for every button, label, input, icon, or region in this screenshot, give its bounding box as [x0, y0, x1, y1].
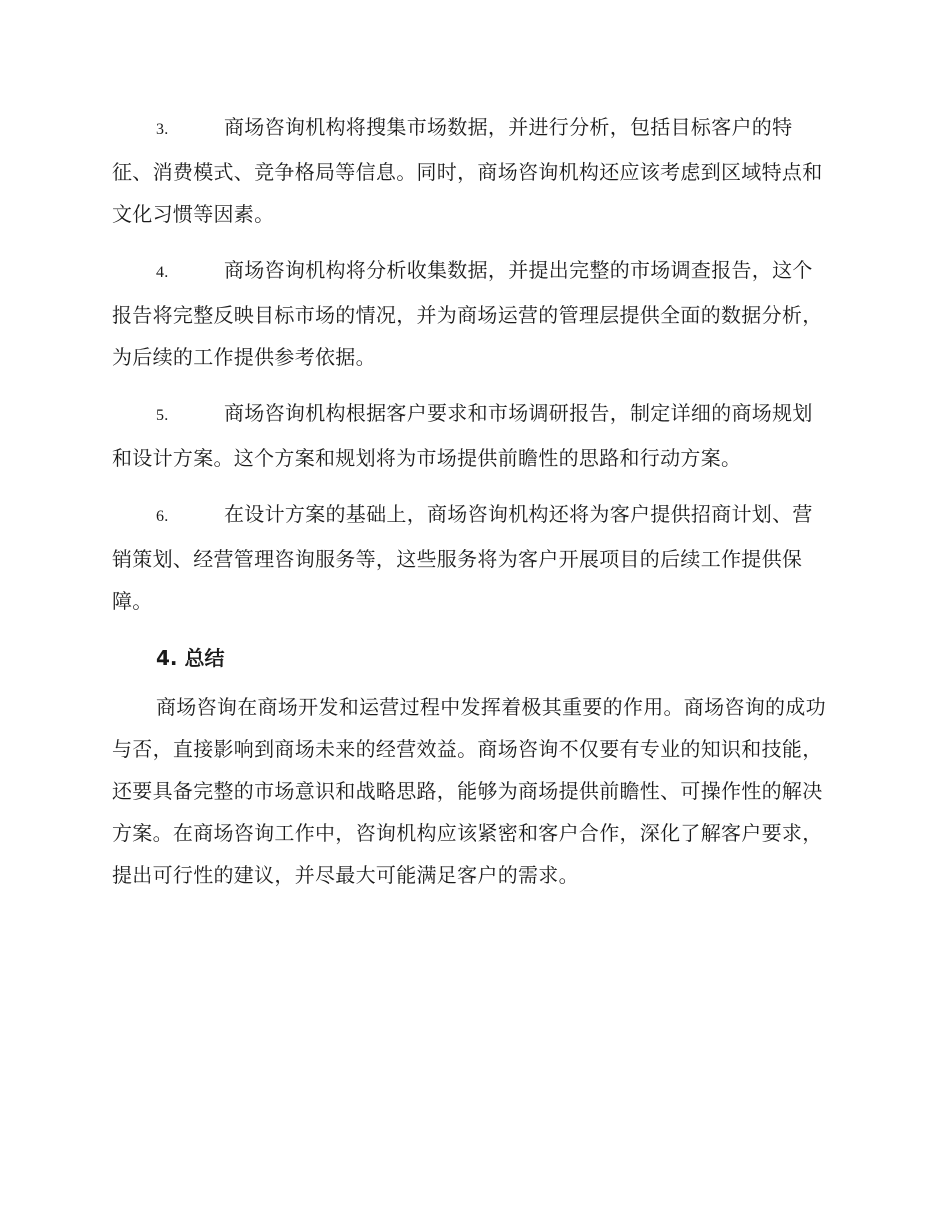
document-page — [112, 106, 832, 896]
list-text: 商场咨询机构将搜集市场数据，并进行分析，包括目标客户的特征、消费模式、竞争格局等信息。同时，商场咨询机构还应该考虑到区域特点和文化习惯等因素。 — [112, 115, 823, 226]
section-heading: 4. 总结 — [156, 646, 225, 670]
list-text: 在设计方案的基础上，商场咨询机构还将为客户提供招商计划、营销策划、经营管理咨询服务等，这些服务将为客户开展项目的后续工作提供保障。 — [112, 502, 813, 613]
summary-paragraph: 商场咨询在商场开发和运营过程中发挥着极其重要的作用。商场咨询的成功与否，直接影响到商场未来的经营效益。商场咨询不仅要有专业的知识和技能，还要具备完整的市场意识和战略思路，能够为商场提供前瞻性、可操作性的解决方案。在商场咨询工作中，咨询机构应该紧密和客户合作，深化了解客户要求，提出可行性的建议，并尽最大可能满足客户的需求。 — [112, 695, 826, 887]
list-number: 3. — [156, 121, 169, 138]
list-item — [112, 493, 832, 622]
list-item — [112, 249, 832, 378]
list-text: 商场咨询机构根据客户要求和市场调研报告，制定详细的商场规划和设计方案。这个方案和规划将为市场提供前瞻性的思路和行动方案。 — [112, 401, 813, 470]
list-number: 4. — [156, 264, 169, 281]
list-number: 5. — [156, 407, 169, 424]
list-item — [112, 392, 832, 479]
list-text: 商场咨询机构将分析收集数据，并提出完整的市场调查报告，这个报告将完整反映目标市场的情况，并为商场运营的管理层提供全面的数据分析，为后续的工作提供参考依据。 — [112, 258, 823, 369]
list-item — [112, 106, 832, 235]
list-number: 6. — [156, 508, 169, 525]
